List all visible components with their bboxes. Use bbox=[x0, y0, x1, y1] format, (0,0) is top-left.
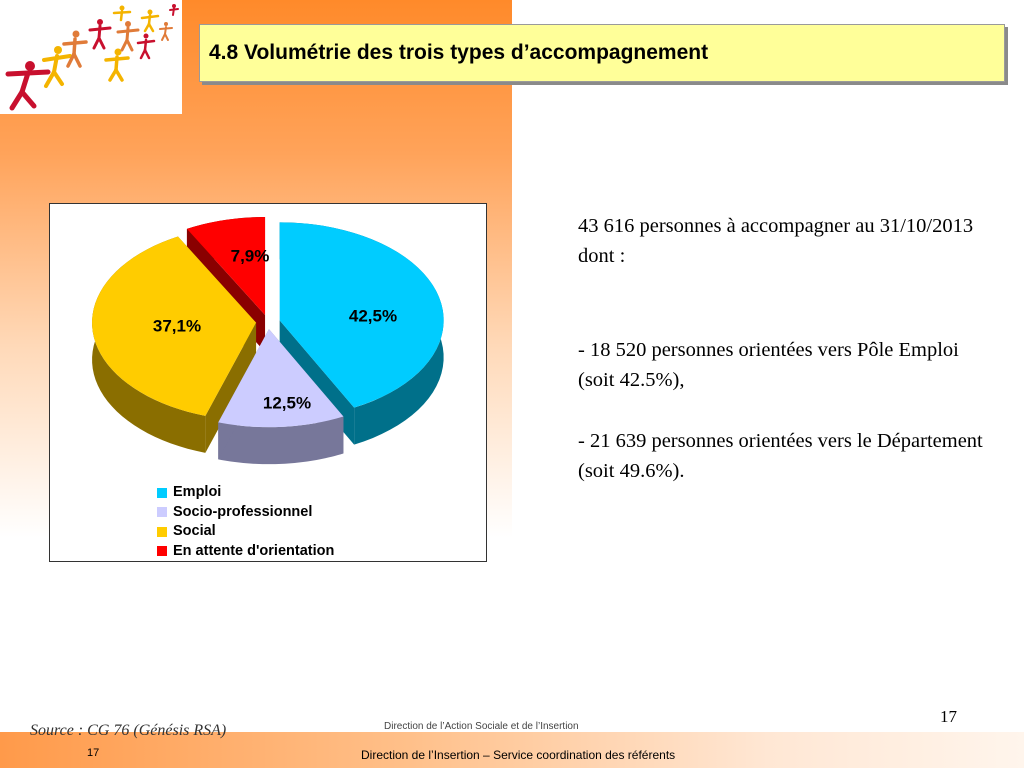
bullet-emploi: - 18 520 personnes orientées vers Pôle Emploi (soit 42.5%), bbox=[578, 339, 959, 391]
page-title: 4.8 Volumétrie des trois types d’accompagnement bbox=[209, 41, 709, 64]
footer-page-number: 17 bbox=[87, 747, 100, 759]
legend-label-social: Social bbox=[173, 523, 216, 539]
logo bbox=[0, 0, 182, 114]
legend-swatch-social bbox=[157, 527, 167, 537]
pie-label-emploi: 42,5% bbox=[348, 306, 398, 326]
legend-swatch-socio bbox=[157, 507, 167, 517]
legend-item-attente bbox=[157, 542, 334, 562]
source-note: Source : CG 76 (Génésis RSA) bbox=[30, 722, 227, 739]
people-logo-icon bbox=[0, 0, 182, 114]
legend-label-emploi: Emploi bbox=[173, 484, 222, 500]
legend-label-attente: En attente d'orientation bbox=[173, 542, 335, 559]
legend-swatch-emploi bbox=[157, 488, 167, 498]
pie-label-socio: 12,5% bbox=[262, 393, 312, 413]
chart-legend bbox=[157, 483, 334, 561]
page-number: 17 bbox=[940, 707, 957, 726]
legend-item-emploi bbox=[157, 483, 334, 503]
pie-label-social: 37,1% bbox=[152, 316, 202, 336]
legend-item-social bbox=[157, 522, 334, 542]
legend-item-socio bbox=[157, 503, 334, 523]
legend-label-socio: Socio-professionnel bbox=[173, 503, 313, 520]
footer-service: Direction de l’Insertion – Service coordination des référents bbox=[361, 748, 676, 762]
pie-label-attente: 7,9% bbox=[230, 246, 270, 266]
footer-organization: Direction de l’Action Sociale et de l’Insertion bbox=[384, 721, 579, 732]
title-box bbox=[199, 24, 1005, 82]
bullet-departement: - 21 639 personnes orientées vers le Département (soit 49.6%). bbox=[578, 430, 983, 482]
pie-chart bbox=[49, 203, 487, 562]
intro-text: 43 616 personnes à accompagner au 31/10/2013 dont : bbox=[578, 215, 974, 267]
legend-swatch-attente bbox=[157, 546, 167, 556]
